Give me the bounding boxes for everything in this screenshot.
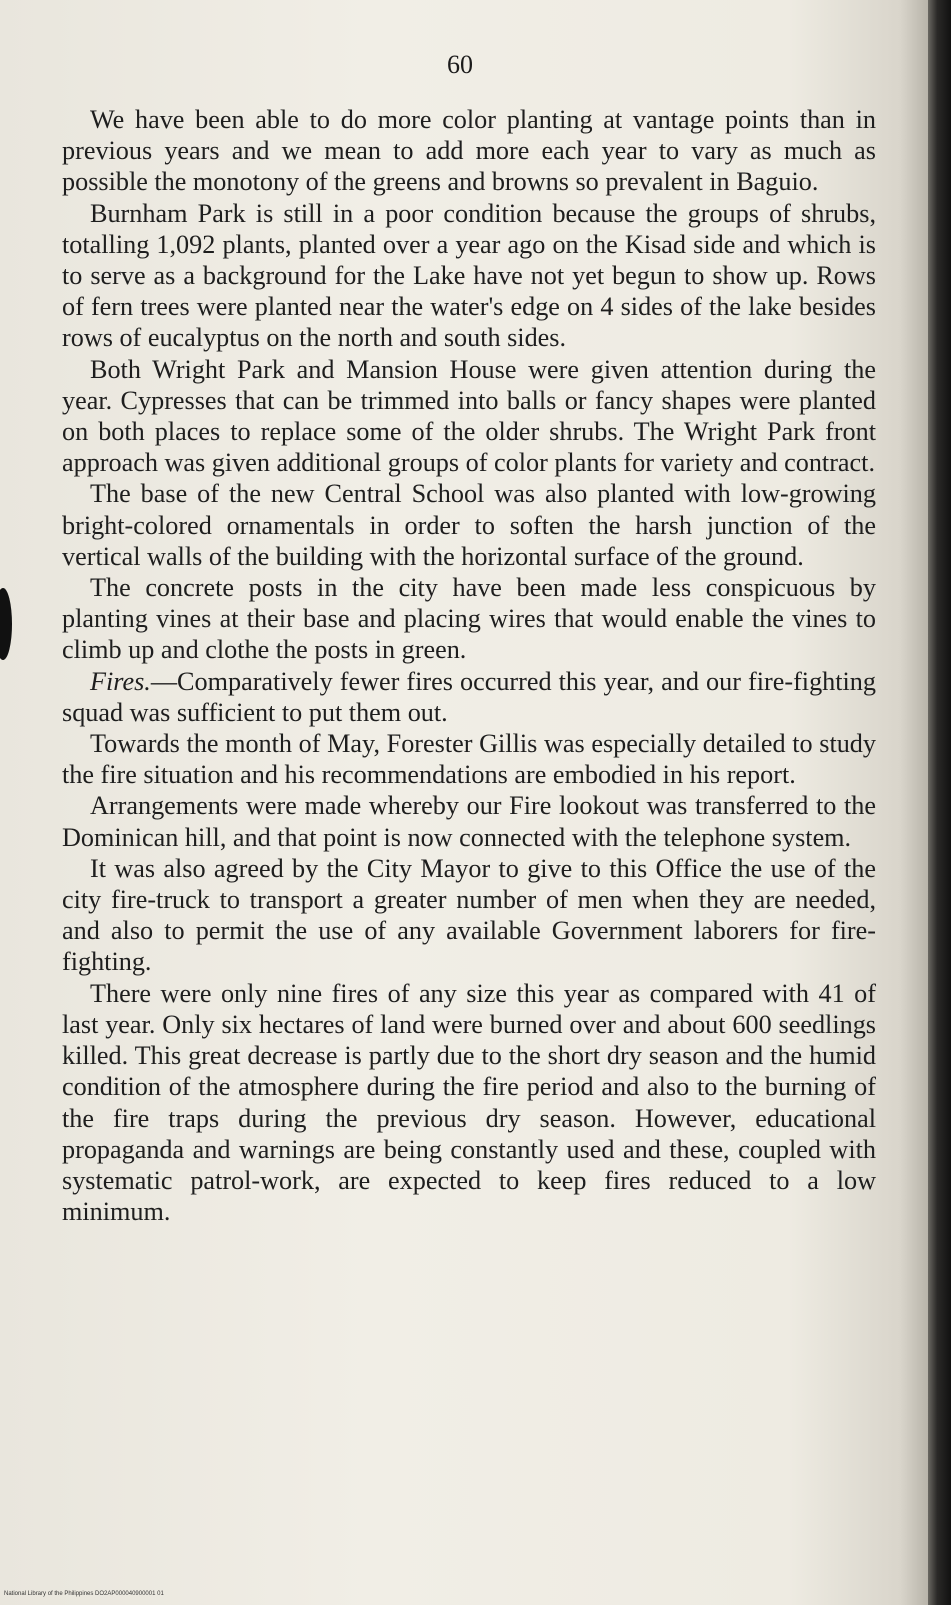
- body-text: [62, 104, 876, 1227]
- paragraph-fire-lookout: Arrangements were made whereby our Fire lookout was transferred to the Dominican hill, and that point is now connected with the telephone system.: [62, 791, 876, 852]
- paragraph-forester-gillis: Towards the month of May, Forester Gillis was especially detailed to study the fire situation and his recommendations are embodied in his report.: [62, 729, 876, 790]
- binding-hole: [0, 588, 12, 660]
- paragraph-concrete-posts: The concrete posts in the city have been made less conspicuous by planting vines at their base and placing wires that would enable the vines to climb up and clothe the posts in green.: [62, 573, 876, 665]
- paragraph-wright-park: Both Wright Park and Mansion House were given attention during the year. Cypresses that can be trimmed into balls or fancy shapes were planted on both places to replace some of the older shrubs. The Wright Park front approach was given additional groups of color plants for variety and contract.: [62, 354, 876, 478]
- paragraph-color-planting: We have been able to do more color planting at vantage points than in previous years and we mean to add more each year to vary as much as possible the monotony of the greens and browns so prevalent in Baguio.: [62, 105, 876, 197]
- paragraph-central-school: The base of the new Central School was also planted with low-growing bright-colored ornamentals in order to soften the harsh junction of the vertical walls of the building with the horizontal surface of the ground.: [62, 479, 876, 571]
- paragraph-burnham-park: Burnham Park is still in a poor condition because the groups of shrubs, totalling 1,092 plants, planted over a year ago on the Kisad side and which is to serve as a background for the Lake have not yet begun to show up. Rows of fern trees were planted near the water's edge on 4 sides of the lake besides rows of eucalyptus on the north and south sides.: [62, 198, 876, 353]
- fires-heading: Fires.: [90, 666, 151, 696]
- paragraph-fire-statistics: There were only nine fires of any size this year as compared with 41 of last year. Only six hectares of land were burned over and about 600 seedlings killed. This great decrease is partly due to the short dry season and the humid condition of the atmosphere during the fire period and also to the burning of the fire traps during the previous dry season. However, educational propaganda and warnings are being constantly used and these, coupled with systematic patrol-work, are expected to keep fires reduced to a low minimum.: [62, 978, 876, 1227]
- book-spine-shadow: [928, 0, 951, 1605]
- page-number: 60: [447, 50, 473, 79]
- archive-footer: National Library of the Philippines DO2AP000040900001 01: [4, 1591, 164, 1597]
- fires-text: —Comparatively fewer fires occurred this year, and our fire-fighting squad was sufficient to put them out.: [62, 666, 876, 727]
- paragraph-fires: [62, 666, 876, 728]
- paragraph-fire-truck: It was also agreed by the City Mayor to give to this Office the use of the city fire-truck to transport a greater number of men when they are needed, and also to permit the use of any available Government laborers for fire-fighting.: [62, 853, 876, 977]
